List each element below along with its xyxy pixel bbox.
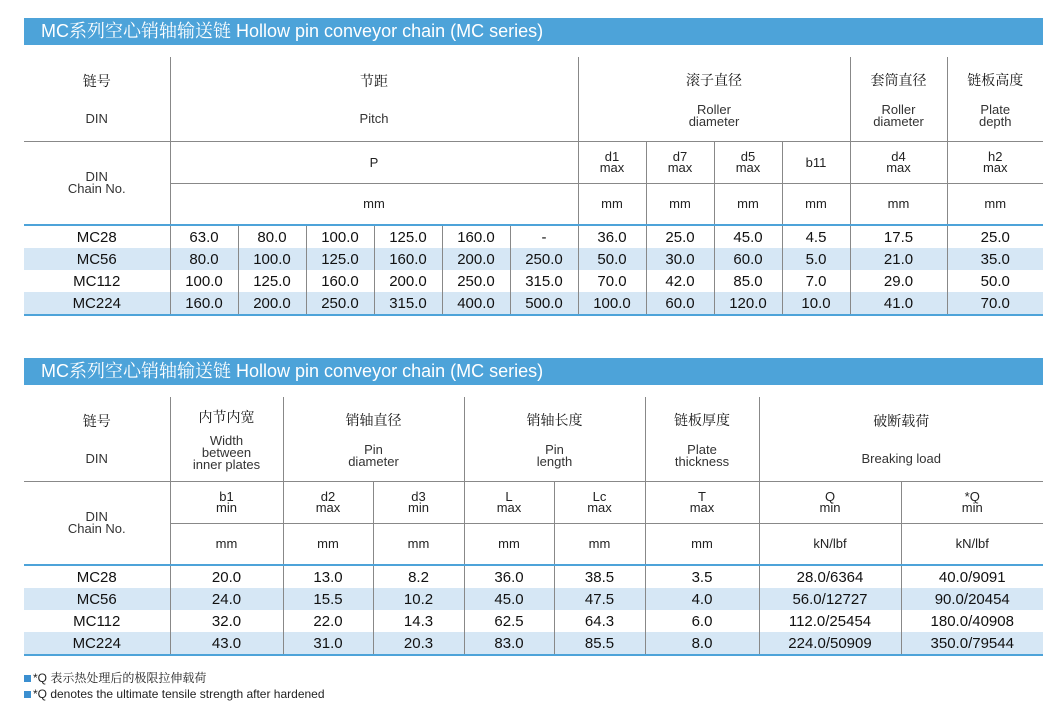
value-cell: 80.0	[170, 248, 238, 270]
t1-sub-d7: d7 max	[646, 141, 714, 183]
value-cell: 8.2	[373, 565, 464, 588]
t2-pinlen-en: Pin length	[536, 441, 573, 469]
t2-chain-no	[24, 481, 170, 565]
value-cell: 41.0	[850, 292, 947, 315]
value-cell: 30.0	[646, 248, 714, 270]
value-cell: 400.0	[442, 292, 510, 315]
t1-chain-zh: 链号	[82, 73, 111, 90]
t2-unit-Lc: mm	[554, 523, 645, 565]
t1-sub-d1: d1 max	[578, 141, 646, 183]
t2-chain-no-label: DIN Chain No.	[67, 508, 126, 536]
t2-width-zh: 内节内宽	[198, 408, 255, 425]
t1-chain-header	[24, 57, 170, 141]
t2-sub-Qs: *Q min	[901, 481, 1043, 523]
t1-unit-d7: mm	[646, 183, 714, 225]
value-cell: 31.0	[283, 632, 373, 655]
value-cell: 63.0	[170, 225, 238, 248]
value-cell: 125.0	[306, 248, 374, 270]
t1-unit-pitch: mm	[170, 183, 578, 225]
table1-title-band	[24, 18, 1043, 45]
value-cell: 85.0	[714, 270, 782, 292]
t1-sub-h2: h2 max	[947, 141, 1043, 183]
value-cell: 60.0	[714, 248, 782, 270]
t1-plate-en: Plate depth	[978, 101, 1012, 129]
table2	[24, 397, 1043, 656]
chain-number-cell: MC56	[24, 588, 170, 610]
t2-break-en: Breaking load	[861, 451, 941, 467]
t1-pitch-symbol: P	[170, 141, 578, 183]
t1-chain-no	[24, 141, 170, 225]
value-cell: 100.0	[238, 248, 306, 270]
value-cell: 6.0	[645, 610, 759, 632]
t1-unit-h2: mm	[947, 183, 1043, 225]
value-cell: 62.5	[464, 610, 554, 632]
value-cell: 125.0	[238, 270, 306, 292]
value-cell: 200.0	[374, 270, 442, 292]
value-cell: 29.0	[850, 270, 947, 292]
value-cell: 21.0	[850, 248, 947, 270]
value-cell: 315.0	[374, 292, 442, 315]
t2-pinlen-zh: 销轴长度	[526, 411, 583, 428]
table1-title: MC系列空心销轴输送链 Hollow pin conveyor chain (MC series)	[41, 21, 544, 41]
t2-unit-Qs: kN/lbf	[901, 523, 1043, 565]
bullet-square-icon	[24, 675, 31, 682]
value-cell: 350.0/79544	[901, 632, 1043, 655]
t1-unit-b11: mm	[782, 183, 850, 225]
t1-chain-din: DIN	[85, 111, 108, 127]
t2-width-header	[170, 397, 283, 481]
value-cell: 5.0	[782, 248, 850, 270]
t1-bush-en: Roller diameter	[873, 101, 924, 129]
t1-pitch-header	[170, 57, 578, 141]
t1-plate-zh: 链板高度	[967, 71, 1024, 88]
t2-break-header	[759, 397, 1043, 481]
t2-sub-Q: Q min	[759, 481, 901, 523]
chain-number-cell: MC112	[73, 612, 121, 630]
value-cell: 22.0	[283, 610, 373, 632]
value-cell: 80.0	[238, 225, 306, 248]
value-cell: 64.3	[554, 610, 645, 632]
chain-number-cell: MC56	[24, 248, 170, 270]
value-cell: 8.0	[645, 632, 759, 655]
value-cell: 10.2	[373, 588, 464, 610]
chain-number-cell: MC224	[24, 632, 170, 655]
value-cell: 20.0	[170, 565, 283, 588]
value-cell: 3.5	[645, 565, 759, 588]
value-cell: 100.0	[170, 270, 238, 292]
chain-number-cell: MC112	[73, 272, 121, 290]
t1-plate-header	[947, 57, 1043, 141]
t2-sub-T: T max	[645, 481, 759, 523]
chain-number-cell: MC224	[24, 292, 170, 315]
t1-roller-zh: 滚子直径	[686, 71, 742, 88]
value-cell: 250.0	[306, 292, 374, 315]
value-cell: 200.0	[442, 248, 510, 270]
value-cell: 315.0	[510, 270, 578, 292]
t2-sub-b1: b1 min	[170, 481, 283, 523]
table2-title: MC系列空心销轴输送链 Hollow pin conveyor chain (MC series)	[41, 361, 544, 381]
table-row	[24, 292, 1043, 315]
value-cell: 250.0	[442, 270, 510, 292]
t2-pindia-header	[283, 397, 464, 481]
value-cell: 28.0/6364	[759, 565, 901, 588]
value-cell: 70.0	[578, 270, 646, 292]
t2-width-en: Width between inner plates	[192, 432, 261, 472]
t2-break-zh: 破断载荷	[873, 413, 930, 430]
t1-unit-d5: mm	[714, 183, 782, 225]
value-cell: 160.0	[442, 225, 510, 248]
t2-pinlen-header	[464, 397, 645, 481]
t2-chain-din: DIN	[85, 451, 108, 467]
value-cell: 85.5	[554, 632, 645, 655]
value-cell: 100.0	[578, 292, 646, 315]
t2-pindia-en: Pin diameter	[348, 441, 399, 469]
value-cell: 83.0	[464, 632, 554, 655]
value-cell: 13.0	[283, 565, 373, 588]
t1-pitch-zh: 节距	[360, 73, 388, 90]
t2-unit-Q: kN/lbf	[759, 523, 901, 565]
t2-unit-L: mm	[464, 523, 554, 565]
table-row	[24, 565, 1043, 588]
value-cell: 17.5	[850, 225, 947, 248]
t1-bush-header	[850, 57, 947, 141]
chain-number-cell: MC28	[24, 565, 170, 588]
t2-unit-T: mm	[645, 523, 759, 565]
value-cell: 36.0	[578, 225, 646, 248]
value-cell: 250.0	[510, 248, 578, 270]
t2-unit-d2: mm	[283, 523, 373, 565]
value-cell: 160.0	[374, 248, 442, 270]
value-cell: 56.0/12727	[759, 588, 901, 610]
table-row	[24, 248, 1043, 270]
t1-chain-no-label: DIN Chain No.	[67, 168, 126, 196]
table-row	[24, 225, 1043, 248]
value-cell: 50.0	[947, 270, 1043, 292]
value-cell: 38.5	[554, 565, 645, 588]
value-cell: 10.0	[782, 292, 850, 315]
table-row	[24, 270, 1043, 292]
t2-chain-zh: 链号	[82, 413, 111, 430]
note-en-text: *Q denotes the ultimate tensile strength after hardened	[33, 687, 325, 701]
table-row	[24, 588, 1043, 610]
t2-thick-en: Plate thickness	[674, 441, 730, 469]
value-cell: 90.0/20454	[901, 588, 1043, 610]
t1-pitch-en: Pitch	[359, 111, 389, 127]
value-cell: 4.0	[645, 588, 759, 610]
table1	[24, 57, 1043, 316]
value-cell: 25.0	[947, 225, 1043, 248]
t2-chain-header	[24, 397, 170, 481]
value-cell: 25.0	[646, 225, 714, 248]
table-row	[24, 610, 1043, 632]
value-cell: 35.0	[947, 248, 1043, 270]
value-cell: 50.0	[578, 248, 646, 270]
t1-roller-header	[578, 57, 850, 141]
value-cell: 47.5	[554, 588, 645, 610]
bullet-square-icon	[24, 691, 31, 698]
value-cell: 4.5	[782, 225, 850, 248]
note-zh-text: *Q 表示热处理后的极限拉伸载荷	[33, 671, 207, 685]
value-cell: 160.0	[170, 292, 238, 315]
t2-thick-header	[645, 397, 759, 481]
value-cell: 60.0	[646, 292, 714, 315]
t2-thick-zh: 链板厚度	[674, 411, 730, 428]
t2-sub-d3: d3 min	[373, 481, 464, 523]
value-cell: 40.0/9091	[901, 565, 1043, 588]
t1-sub-d5: d5 max	[714, 141, 782, 183]
t1-body	[24, 225, 1043, 315]
value-cell: 120.0	[714, 292, 782, 315]
value-cell: 112.0/25454	[759, 610, 901, 632]
value-cell: 70.0	[947, 292, 1043, 315]
value-cell: 100.0	[306, 225, 374, 248]
value-cell: 43.0	[170, 632, 283, 655]
value-cell: 7.0	[782, 270, 850, 292]
value-cell: 500.0	[510, 292, 578, 315]
t1-sub-d4: d4 max	[850, 141, 947, 183]
t1-unit-d4: mm	[850, 183, 947, 225]
t2-unit-d3: mm	[373, 523, 464, 565]
note-en	[24, 687, 325, 701]
t2-sub-L: L max	[464, 481, 554, 523]
table2-title-band	[24, 358, 1043, 385]
value-cell: 180.0/40908	[901, 610, 1043, 632]
value-cell: 24.0	[170, 588, 283, 610]
value-cell: 125.0	[374, 225, 442, 248]
value-cell: 32.0	[170, 610, 283, 632]
value-cell: 45.0	[464, 588, 554, 610]
t2-body	[24, 565, 1043, 655]
t2-sub-d2: d2 max	[283, 481, 373, 523]
note-zh	[24, 669, 206, 686]
value-cell: 14.3	[373, 610, 464, 632]
t1-unit-d1: mm	[578, 183, 646, 225]
value-cell: 20.3	[373, 632, 464, 655]
value-cell: 200.0	[238, 292, 306, 315]
chain-number-cell: MC28	[24, 225, 170, 248]
value-cell: -	[510, 225, 578, 248]
value-cell: 45.0	[714, 225, 782, 248]
value-cell: 160.0	[306, 270, 374, 292]
value-cell: 36.0	[464, 565, 554, 588]
value-cell: 42.0	[646, 270, 714, 292]
t1-roller-en: Roller diameter	[688, 101, 740, 129]
value-cell: 224.0/50909	[759, 632, 901, 655]
value-cell: 15.5	[283, 588, 373, 610]
t2-unit-b1: mm	[170, 523, 283, 565]
t1-bush-zh: 套筒直径	[870, 71, 927, 88]
t2-pindia-zh: 销轴直径	[345, 411, 402, 428]
t2-sub-Lc: Lc max	[554, 481, 645, 523]
table-row	[24, 632, 1043, 655]
t1-sub-b11: b11	[782, 141, 850, 183]
